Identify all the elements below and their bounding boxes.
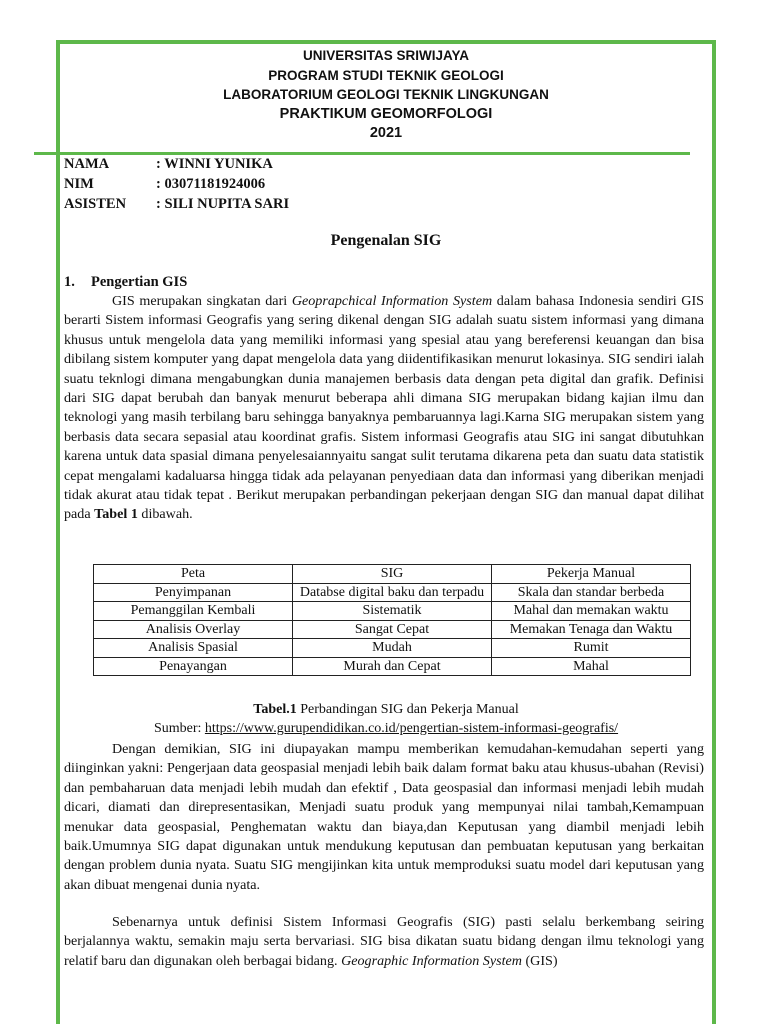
document-header [60,46,712,144]
header-year: 2021 [369,125,403,141]
table-source: Sumber: https://www.gurupendidikan.co.id/pengertian-sistem-informasi-geografis/ [153,721,619,736]
table-cell: Mudah [293,639,492,658]
paragraph-sig-benefits: Dengan demikian, SIG ini diupayakan mampu memberikan kemudahan-kemudahan seperti yang diinginkan yakni: Pengerjaan data geospasial menjadi lebih baik dalam format baku atau khusus-ubahan (Revisi) dan pembaharuan data menjadi lebih mudah dan efektif , Data geospasial dan informasi menjadi lebih mudah dicari, diamati dan direpresentasikan, Menjadi suatu produk yang mempunyai nilai tambah,Kemampuan menukar data geospasial, Penghematan waktu dan biaya,dan Keputusan yang diambil menjadi lebih baik.Umumnya SIG dapat digunakan untuk mendukung keputusan dan pembuatan keputusan yang berkaitan dengan problem dunia nyata. Suatu SIG mengijinkan kita untuk memproduksi suatu model dari keputusan yang akan dibuat mengenai dunia nyata. [64,741,704,893]
table-cell: Memakan Tenaga dan Waktu [492,620,691,639]
table-row [94,583,691,602]
comparison-table [93,564,691,676]
document-title: Pengenalan SIG [330,232,442,249]
page-border-top [56,40,716,44]
table-cell: Rumit [492,639,691,658]
table-cell: Penyimpanan [94,583,293,602]
section-title: Pengertian GIS [91,274,188,290]
table-header-cell: Pekerja Manual [492,565,691,584]
table-caption-title: Tabel.1 Perbandingan SIG dan Pekerja Manual [253,702,519,717]
assistant-value: : SILI NUPITA SARI [156,196,290,212]
table-header-row [94,565,691,584]
section-heading [64,274,187,291]
laboratory-name: LABORATORIUM GEOLOGI TEKNIK LINGKUNGAN [223,87,549,102]
student-info [64,154,289,214]
table-cell: Penayangan [94,657,293,676]
page-border-left [56,40,60,1024]
table-cell: Analisis Overlay [94,620,293,639]
assistant-label: ASISTEN [64,196,127,212]
table-cell: Sangat Cepat [293,620,492,639]
student-nim-row [64,174,289,194]
table-header-cell: SIG [293,565,492,584]
study-program: PROGRAM STUDI TEKNIK GEOLOGI [268,67,504,83]
paragraph-sig-definition: Sebenarnya untuk definisi Sistem Informasi Geografis (SIG) pasti selalu berkembang seiring berjalannya waktu, semakin maju serta bervariasi. SIG bisa dikatan suatu bidang dengan ilmu teknologi yang relatif baru dan digunakan oleh berbagai bidang. Geographic Information System (GIS) [64,914,704,969]
assistant-row [64,194,289,214]
table-row [94,639,691,658]
paragraph-gis-definition: GIS merupakan singkatan dari Geoprapchical Information System dalam bahasa Indonesia sendiri GIS berarti Sistem informasi Geografis yang sering dikenal dengan SIG adalah suatu sistem informasi yang dimana khusus untuk mengelola data yang memiliki informasi yang spesial atau yang bereferensi keuangan dan bisa dibilang sistem komputer yang dapat mengelola data yang diidentifikasikan menurut lokasinya. SIG sendiri ialah suatu teknlogi dimana mengabungkan dunia manajemen berbasis data dengan peta digital dan grafik. Definisi dari SIG dapat berubah dan banyak menurut beberapa ahli dimana SIG merupakan bidang kajian ilmu dan teknologi yang masih terbilang baru sehingga banyaknya pembaruannya lagi.Karna SIG merupakan sistem yang berbasis data secara sepasial atau koordinat grafis. Sistem informasi Geografis atau SIG ini sangat dibutuhkan karena untuk data spasial dimana penyelesaiannyaitu sangat sulit terutama dikarena peta dan suatu data statistik cepat mengalami kadaluarsa hingga tidak ada pelayanan penyediaan data dan informasi yang diberikan menjadi tidak akurat atau tidak tepat . Berikut merupakan perbandingan pekerjaan dengan SIG dan manual dapat dilihat pada Tabel 1 dibawah. [64,293,704,523]
student-name-row [64,154,289,174]
table-caption [60,700,712,738]
practicum-name: PRAKTIKUM GEOMORFOLOGI [279,105,493,122]
nim-value: : 03071181924006 [156,176,266,192]
nim-label: NIM [64,176,94,192]
table-cell: Murah dan Cepat [293,657,492,676]
page-border-right [712,40,716,1024]
table-header-cell: Peta [94,565,293,584]
table-cell: Databse digital baku dan terpadu [293,583,492,602]
name-label: NAMA [64,156,110,172]
table-row [94,657,691,676]
table-cell: Mahal dan memakan waktu [492,602,691,621]
table-row [94,620,691,639]
table-cell: Skala dan standar berbeda [492,583,691,602]
table-row [94,602,691,621]
table-cell: Mahal [492,657,691,676]
table-cell: Sistematik [293,602,492,621]
source-link[interactable]: https://www.gurupendidikan.co.id/pengertian-sistem-informasi-geografis/ [204,721,619,736]
university-name: UNIVERSITAS SRIWIJAYA [302,48,470,63]
table-cell: Analisis Spasial [94,639,293,658]
table-cell: Pemanggilan Kembali [94,602,293,621]
name-value: : WINNI YUNIKA [156,156,273,172]
section-number: 1. [64,274,75,290]
